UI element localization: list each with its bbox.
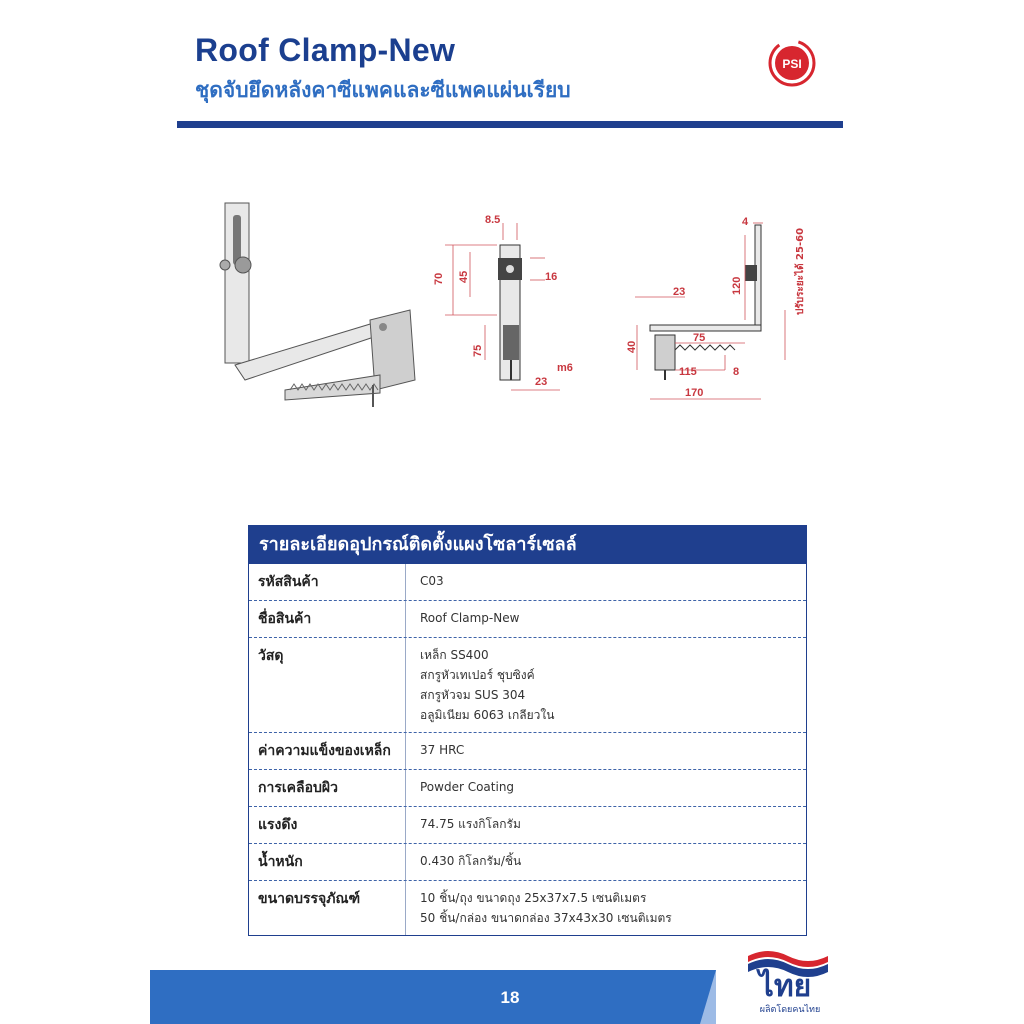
- dim-115: 115: [679, 366, 697, 378]
- spec-row-hardness: [249, 732, 806, 769]
- spec-row-code: [249, 564, 806, 600]
- brand-text: ไทย: [758, 969, 812, 1004]
- page-subtitle: ชุดจับยึดหลังคาซีแพคและซีแพคแผ่นเรียบ: [195, 78, 571, 102]
- spec-label: ชื่อสินค้า: [249, 601, 406, 637]
- dim-23b: 23: [673, 286, 686, 298]
- psi-logo: [767, 38, 817, 88]
- spec-row-weight: [249, 843, 806, 880]
- footer-stripe: [700, 970, 716, 1024]
- spec-value: 0.430 กิโลกรัม/ชิ้น: [420, 854, 522, 868]
- dim-70: 70: [433, 272, 445, 285]
- page-number: 18: [500, 988, 520, 1007]
- logo-text: PSI: [782, 57, 802, 71]
- spec-value: C03: [420, 574, 444, 588]
- dim-40: 40: [626, 340, 638, 353]
- dim-16: 16: [545, 271, 558, 283]
- dim-75b: 75: [693, 332, 706, 344]
- dim-8: 8: [733, 366, 740, 378]
- dim-8-5: 8.5: [485, 214, 501, 226]
- dim-m6: m6: [557, 362, 573, 374]
- spec-label: วัสดุ: [249, 638, 406, 732]
- side-view-drawing: [626, 216, 806, 399]
- dim-75: 75: [472, 344, 484, 357]
- spec-table: [248, 525, 807, 936]
- header-rule: [177, 121, 843, 128]
- spec-row-tensile: [249, 806, 806, 843]
- dim-120: 120: [731, 276, 743, 295]
- spec-value: 74.75 แรงกิโลกรัม: [420, 817, 521, 831]
- product-drawings: [205, 195, 825, 430]
- spec-row-coating: [249, 769, 806, 806]
- spec-row-material: [249, 637, 806, 732]
- spec-label: รหัสสินค้า: [249, 564, 406, 600]
- spec-value: 10 ชิ้น/ถุง ขนาดถุง 25x37x7.5 เซนติเมตร 50 ชิ้น/กล่อง ขนาดกล่อง 37x43x30 เซนติเมตร: [420, 891, 672, 925]
- front-view-drawing: [433, 214, 573, 390]
- spec-label: ขนาดบรรจุภัณฑ์: [249, 881, 406, 935]
- dim-4: 4: [742, 216, 749, 228]
- spec-value: Powder Coating: [420, 780, 515, 794]
- dim-45: 45: [458, 270, 470, 283]
- made-in-thailand-logo: [740, 946, 830, 1018]
- spec-value: 37 HRC: [420, 743, 465, 757]
- spec-label: การเคลือบผิว: [249, 770, 406, 806]
- spec-label: แรงดึง: [249, 807, 406, 843]
- adjustable-range-label: ปรับระยะได้ 25-60: [795, 227, 806, 315]
- spec-row-name: [249, 600, 806, 637]
- spec-table-heading: รายละเอียดอุปกรณ์ติดตั้งแผงโซลาร์เซลล์: [249, 526, 806, 564]
- page-title: Roof Clamp-New: [195, 32, 456, 68]
- product-photo: [220, 203, 415, 407]
- spec-value: เหล็ก SS400 สกรูหัวเทเปอร์ ชุบซิงค์ สกรูหัวจม SUS 304 อลูมิเนียม 6063 เกลียวใน: [420, 648, 555, 722]
- spec-label: น้ำหนัก: [249, 844, 406, 880]
- dim-170: 170: [685, 387, 704, 399]
- dim-23: 23: [535, 376, 548, 388]
- brand-tagline: ผลิตโดยคนไทย: [759, 1005, 821, 1015]
- spec-row-packaging: [249, 880, 806, 935]
- spec-table-body: [249, 564, 806, 935]
- footer-bar: [150, 970, 716, 1024]
- spec-value: Roof Clamp-New: [420, 611, 520, 625]
- spec-label: ค่าความแข็งของเหล็ก: [249, 733, 406, 769]
